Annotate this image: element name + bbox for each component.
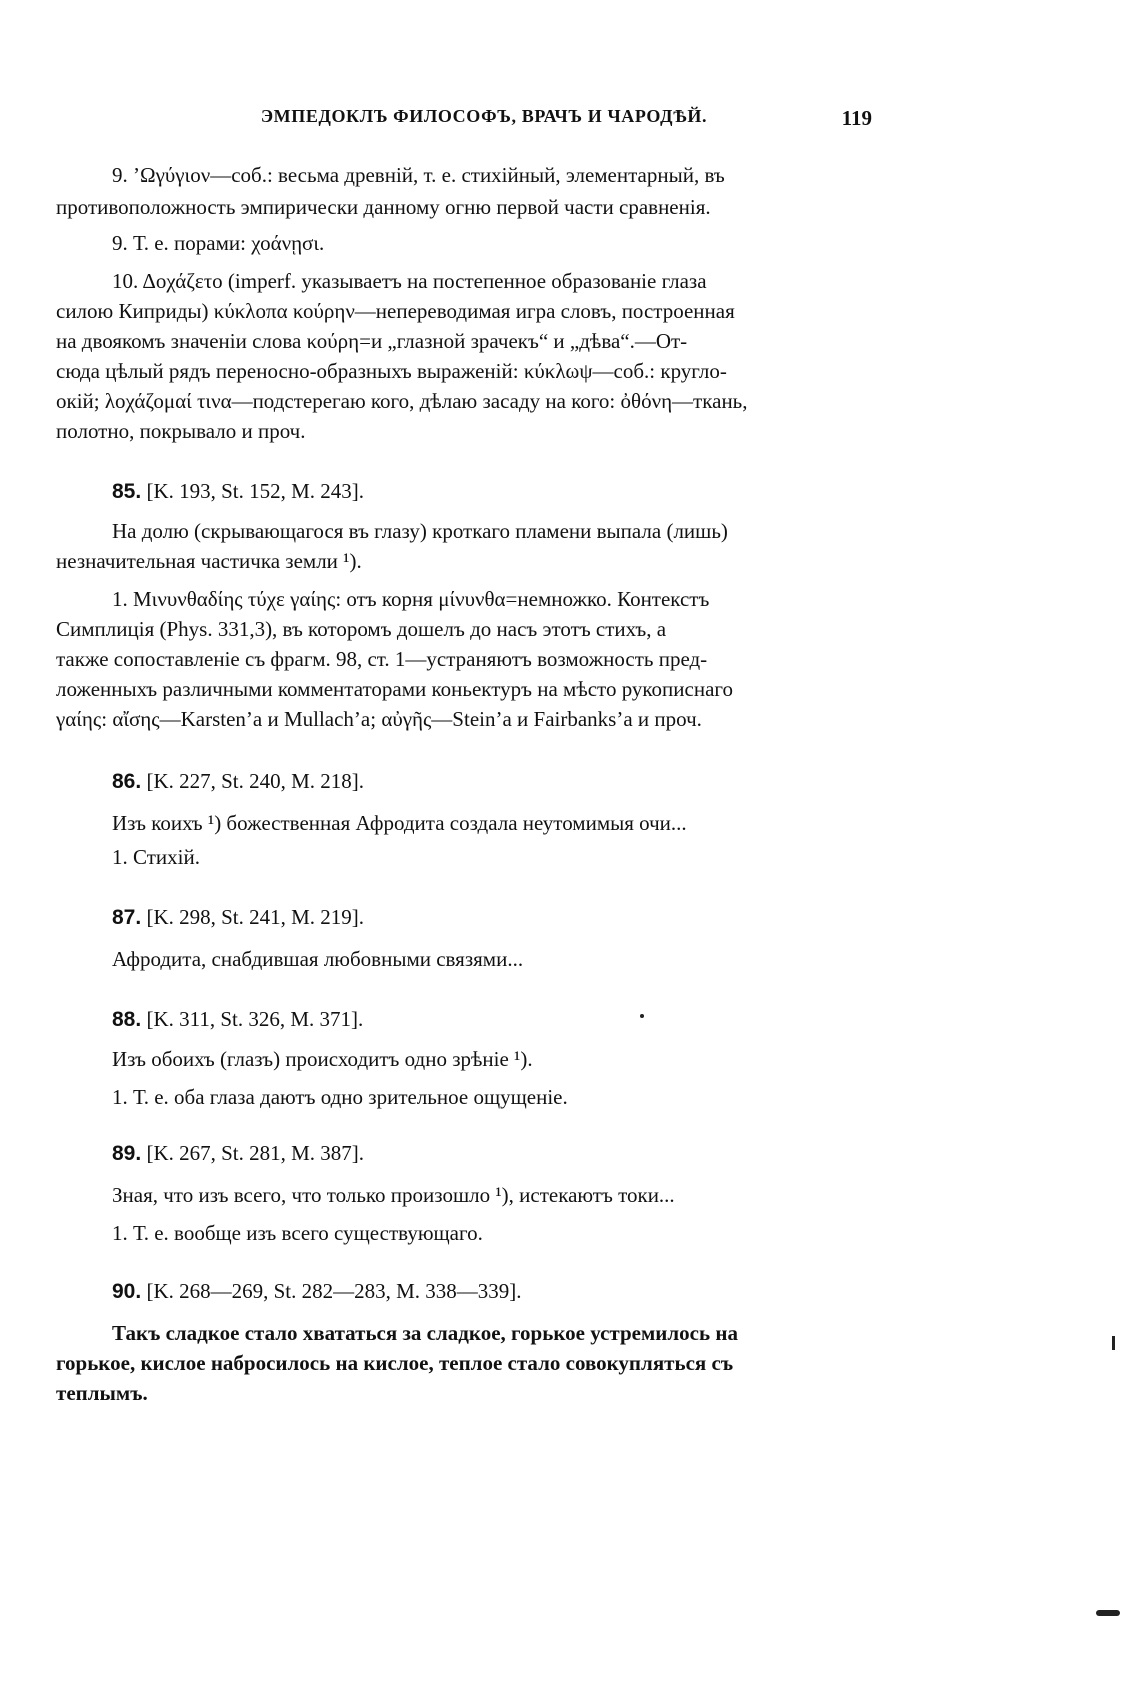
fragment-reference: [K. 311, St. 326, M. 371].	[146, 1007, 364, 1031]
fragment-85-text: незначительная частичка земли ¹).	[56, 549, 362, 573]
fragment-87-heading	[112, 902, 866, 933]
fragment-87-text: Афродита, снабдившая любовными связями...	[112, 947, 524, 971]
fragment-85-heading	[112, 476, 866, 507]
fragment-reference: [K. 227, St. 240, M. 218].	[146, 769, 365, 793]
fragment-85-note: Симплиція (Phys. 331,3), въ которомъ дошелъ до насъ этотъ стихъ, а	[56, 617, 667, 641]
fragment-85-note: γαίης: αἴσης—Karsten’a и Mullach’a; αὐγῆς—Stein’a и Fairbanks’a и проч.	[56, 707, 702, 731]
fragment-number: 89.	[112, 1142, 142, 1165]
note-10-line: окій; λοχάζομαί τινα—подстерегаю кого, дѣлаю засаду на кого: ὀθόνη—ткань,	[56, 389, 748, 413]
fragment-number: 90.	[112, 1280, 142, 1303]
fragment-90-text: горькое, кислое набросилось на кислое, теплое стало совокупляться съ	[56, 1351, 734, 1375]
note-10-line: сюда цѣлый рядъ переносно-образныхъ выраженій: κύκλωψ—соб.: кругло-	[56, 359, 727, 383]
fragment-88-heading	[112, 1004, 866, 1035]
fragment-number: 88.	[112, 1008, 142, 1031]
fragment-90-text: Такъ сладкое стало хвататься за сладкое, горькое устремилось на	[112, 1321, 738, 1345]
fragment-86-text: Изъ коихъ ¹) божественная Афродита создала неутомимыя очи...	[112, 811, 687, 835]
fragment-85-note: также сопоставленіе съ фрагм. 98, ст. 1—устраняютъ возможность пред-	[56, 647, 708, 671]
fragment-86-note: 1. Стихій.	[112, 845, 200, 869]
fragment-90-text: теплымъ.	[56, 1381, 148, 1405]
note-9b-line: 9. Т. е. порами: χοάνῃσι.	[112, 231, 325, 255]
fragment-reference: [K. 267, St. 281, M. 387].	[146, 1141, 365, 1165]
fragment-90-heading	[112, 1276, 866, 1307]
scan-speck	[1112, 1336, 1115, 1350]
running-title: ЭМПЕДОКЛЪ ФИЛОСОФЪ, ВРАЧЪ И ЧАРОДѢЙ.	[260, 106, 708, 126]
page-number: 119	[841, 106, 872, 130]
fragment-85-note: 1. Μινυνθαδίης τύχε γαίης: отъ корня μίνυνθα=немножко. Контекстъ	[112, 587, 710, 611]
fragment-reference: [K. 268—269, St. 282—283, M. 338—339].	[146, 1279, 522, 1303]
fragment-number: 87.	[112, 906, 142, 929]
fragment-number: 85.	[112, 480, 142, 503]
fragment-85-text: На долю (скрывающагося въ глазу) кроткаго пламени выпала (лишь)	[112, 519, 728, 543]
note-10-line: силою Киприды) κύκλοπα κούρην—непереводимая игра словъ, построенная	[56, 299, 735, 323]
fragment-86-heading	[112, 766, 866, 797]
note-9a-line: противоположность эмпирически данному огню первой части сравненія.	[56, 195, 711, 219]
fragment-reference: [K. 298, St. 241, M. 219].	[146, 905, 365, 929]
fragment-89-text: Зная, что изъ всего, что только произошло ¹), истекаютъ токи...	[112, 1183, 675, 1207]
fragment-85-note: ложенныхъ различными комментаторами коньектуръ на мѣсто рукописнаго	[56, 677, 733, 701]
fragment-89-heading	[112, 1138, 866, 1169]
scan-speck	[1096, 1610, 1120, 1616]
fragment-88-text: Изъ обоихъ (глазъ) происходитъ одно зрѣніе ¹).	[112, 1047, 533, 1071]
note-10-line: полотно, покрывало и проч.	[56, 419, 306, 443]
fragment-89-note: 1. Т. е. вообще изъ всего существующаго.	[112, 1221, 483, 1245]
note-10-line: 10. Δοχάζετο (imperf. указываетъ на постепенное образованіе глаза	[112, 269, 707, 293]
fragment-reference: [K. 193, St. 152, M. 243].	[146, 479, 365, 503]
fragment-88-note: 1. Т. е. оба глаза даютъ одно зрительное ощущеніе.	[112, 1085, 568, 1109]
fragment-number: 86.	[112, 770, 142, 793]
scan-speck	[640, 1014, 644, 1018]
note-9a-line: 9. ’Ωγύγιον—соб.: весьма древній, т. е. стихійный, элементарный, въ	[112, 163, 725, 187]
running-header	[96, 106, 872, 136]
note-10-line: на двоякомъ значеніи слова κούρη=и „глазной зрачекъ“ и „дѣва“.—От-	[56, 329, 688, 353]
